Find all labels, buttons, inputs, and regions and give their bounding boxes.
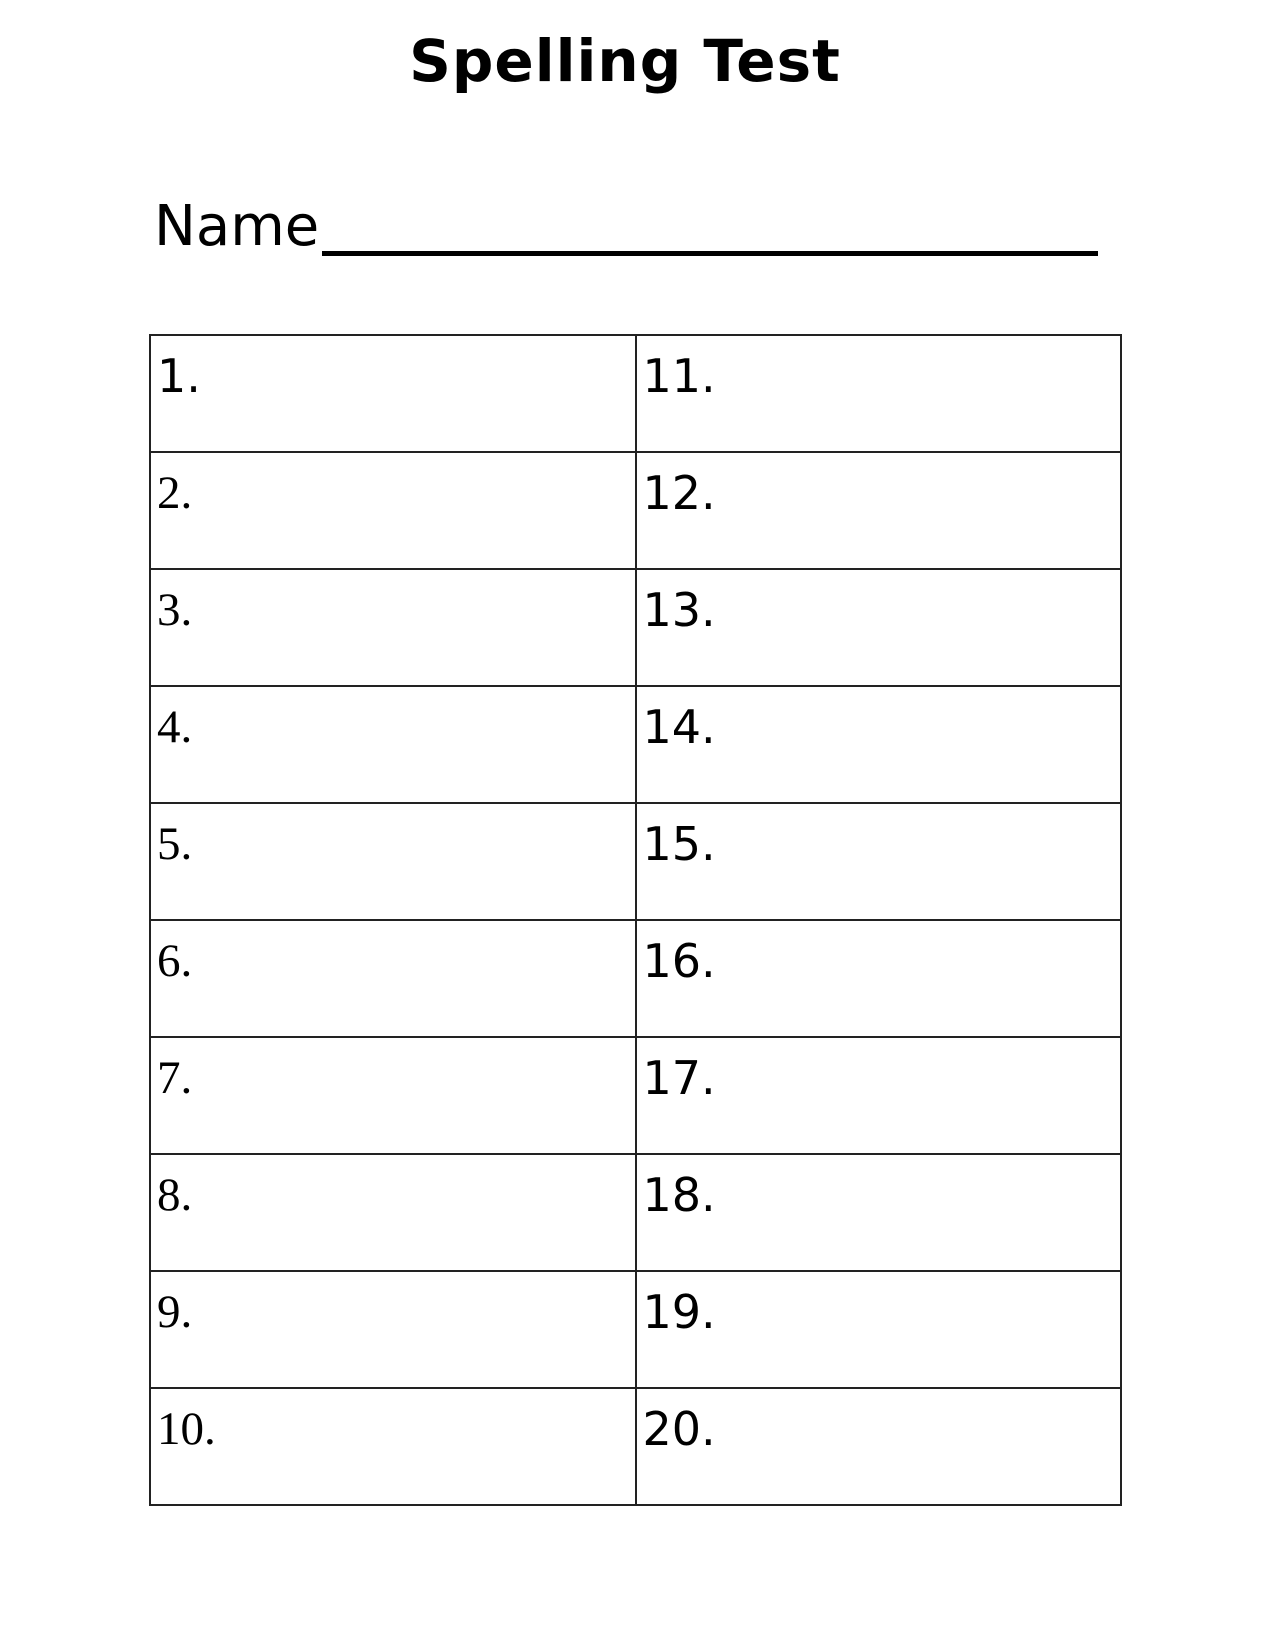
item-number: 5.	[157, 818, 193, 870]
name-label: Name	[154, 194, 320, 259]
item-number: 4.	[157, 701, 193, 753]
answer-cell[interactable]	[636, 1271, 1122, 1388]
item-number: 20.	[642, 1402, 716, 1456]
item-number: 16.	[642, 934, 716, 988]
answer-cell[interactable]	[150, 920, 636, 1037]
item-number: 10.	[157, 1403, 216, 1455]
answer-cell[interactable]	[636, 335, 1122, 452]
answer-cell[interactable]	[636, 1154, 1122, 1271]
answer-cell[interactable]	[150, 1154, 636, 1271]
answer-cell[interactable]	[150, 1271, 636, 1388]
answer-cell[interactable]	[636, 1037, 1122, 1154]
item-number: 18.	[642, 1168, 716, 1222]
table-row	[150, 452, 1121, 569]
answer-cell[interactable]	[636, 1388, 1122, 1505]
table-row	[150, 686, 1121, 803]
item-number: 15.	[642, 817, 716, 871]
answer-cell[interactable]	[150, 1037, 636, 1154]
table-row	[150, 1271, 1121, 1388]
answer-cell[interactable]	[150, 1388, 636, 1505]
item-number: 12.	[642, 466, 716, 520]
item-number: 9.	[157, 1286, 193, 1338]
item-number: 11.	[642, 349, 716, 403]
name-blank-line[interactable]	[322, 251, 1098, 256]
item-number: 8.	[157, 1169, 193, 1221]
answer-cell[interactable]	[150, 803, 636, 920]
table-row	[150, 569, 1121, 686]
table-row	[150, 1037, 1121, 1154]
item-number: 6.	[157, 935, 193, 987]
item-number: 14.	[642, 700, 716, 754]
item-number: 17.	[642, 1051, 716, 1105]
item-number: 3.	[157, 584, 193, 636]
table-row	[150, 920, 1121, 1037]
answer-cell[interactable]	[636, 920, 1122, 1037]
table-row	[150, 335, 1121, 452]
answer-cell[interactable]	[150, 569, 636, 686]
page-title: Spelling Test	[409, 27, 841, 95]
name-row	[154, 192, 1114, 262]
answer-cell[interactable]	[636, 803, 1122, 920]
item-number: 2.	[157, 467, 193, 519]
item-number: 7.	[157, 1052, 193, 1104]
table-row	[150, 803, 1121, 920]
item-number: 13.	[642, 583, 716, 637]
answer-cell[interactable]	[150, 452, 636, 569]
table-row	[150, 1388, 1121, 1505]
answer-cell[interactable]	[150, 335, 636, 452]
item-number: 1.	[157, 349, 201, 403]
answer-cell[interactable]	[636, 452, 1122, 569]
answer-cell[interactable]	[636, 569, 1122, 686]
table-row	[150, 1154, 1121, 1271]
answer-cell[interactable]	[636, 686, 1122, 803]
answer-cell[interactable]	[150, 686, 636, 803]
answer-grid	[149, 334, 1122, 1506]
item-number: 19.	[642, 1285, 716, 1339]
